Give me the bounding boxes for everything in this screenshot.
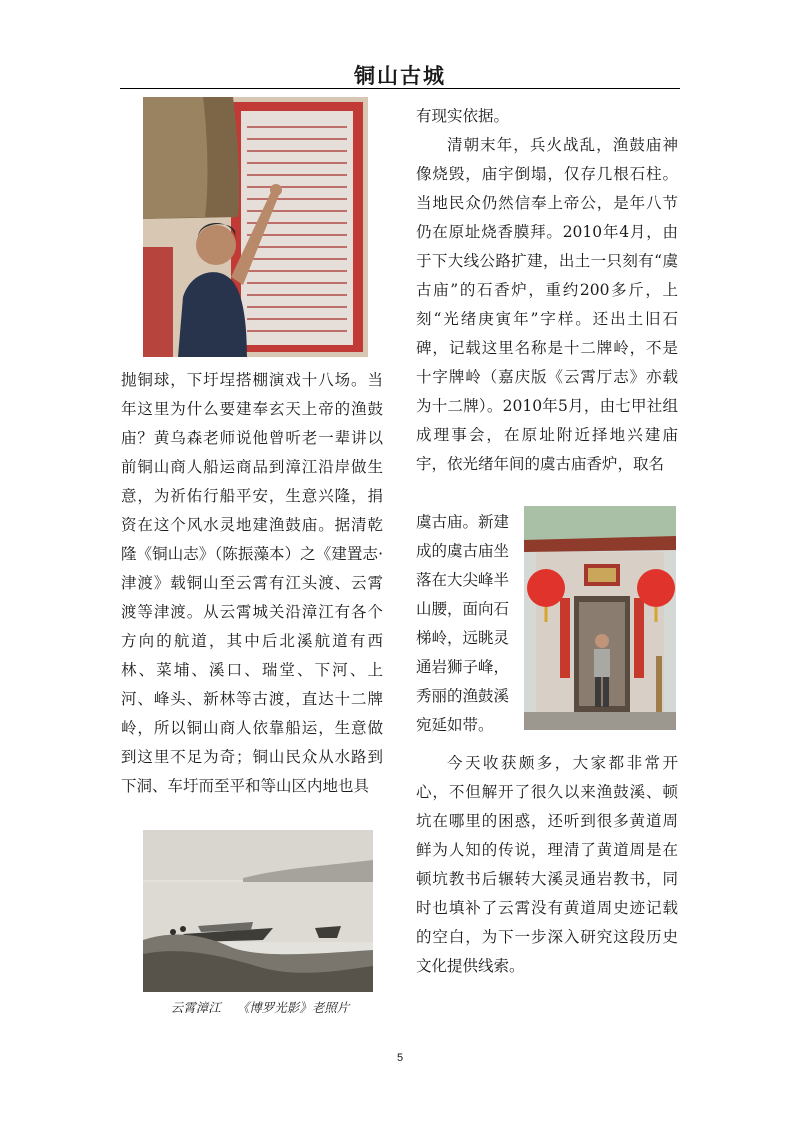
stele-photo: [143, 97, 368, 357]
temple-photo: [524, 506, 676, 730]
right-paragraph-1: 有现实依据。: [416, 107, 510, 125]
page-header-title: 铜山古城: [354, 64, 446, 88]
right-paragraph-wrap: 虞古庙。新建成的虞古庙坐落在大尖峰半山腰，面向石梯岭，远眺灵通岩狮子峰，秀丽的渔鼓溪宛延如带。: [416, 513, 510, 734]
right-column-bottom: [416, 749, 678, 981]
right-paragraph-3: 今天收获颇多，大家都非常开心，不但解开了很久以来渔鼓溪、顿坑在哪里的困惑，还听到很多黄道周鲜为人知的传说，理清了黄道周是在顿坑教书后辗转大溪灵通岩教书，同时也填补了云霄没有黄道周史迹记载的空白，为下一步深入研究这段历史文化提供线索。: [416, 754, 678, 975]
left-column-text: [121, 366, 383, 801]
photo-caption: 云霄漳江 《博罗光影》老照片: [170, 1000, 350, 1015]
right-paragraph-2: 清朝末年，兵火战乱，渔鼓庙神像烧毁，庙宇倒塌，仅存几根石柱。当地民众仍然信奉上帝公，是年八节仍在原址烧香膜拜。2010年4月，由于下大线公路扩建，出土一只刻有“虞古庙”的石香炉，重约200多斤，上刻“光绪庚寅年”字样。还出土旧石碑，记载这里名称是十二牌岭，不是十字牌岭（嘉庆版《云霄厅志》亦载为十二牌）。2010年5月，由七甲社组成理事会，在原址附近择地兴建庙宇，依光绪年间的虞古庙香炉，取名: [416, 136, 678, 473]
left-paragraph: 抛铜球，下圩埕搭棚演戏十八场。当年这里为什么要建奉玄天上帝的渔鼓庙？黄乌森老师说他曾听老一辈讲以前铜山商人船运商品到漳江沿岸做生意，为祈佑行船平安，生意兴隆，捐资在这个风水灵地建渔鼓庙。据清乾隆《铜山志》（陈振藻本）之《建置志·津渡》载铜山至云霄有江头渡、云霄渡等津渡。从云霄城关沿漳江有各个方向的航道，其中后北溪航道有西林、菜埔、溪口、瑞堂、下河、上河、峰头、新林等古渡，直达十二牌岭，所以铜山商人依靠船运，生意做到这里不足为奇；铜山民众从水路到下洞、车圩而至平和等山区内地也具: [121, 371, 383, 795]
header-divider: [120, 88, 680, 89]
right-column-wrap-text: [416, 508, 516, 740]
page-number: 5: [396, 1052, 404, 1064]
river-old-photo: [143, 830, 373, 992]
right-column-top: [416, 102, 678, 479]
